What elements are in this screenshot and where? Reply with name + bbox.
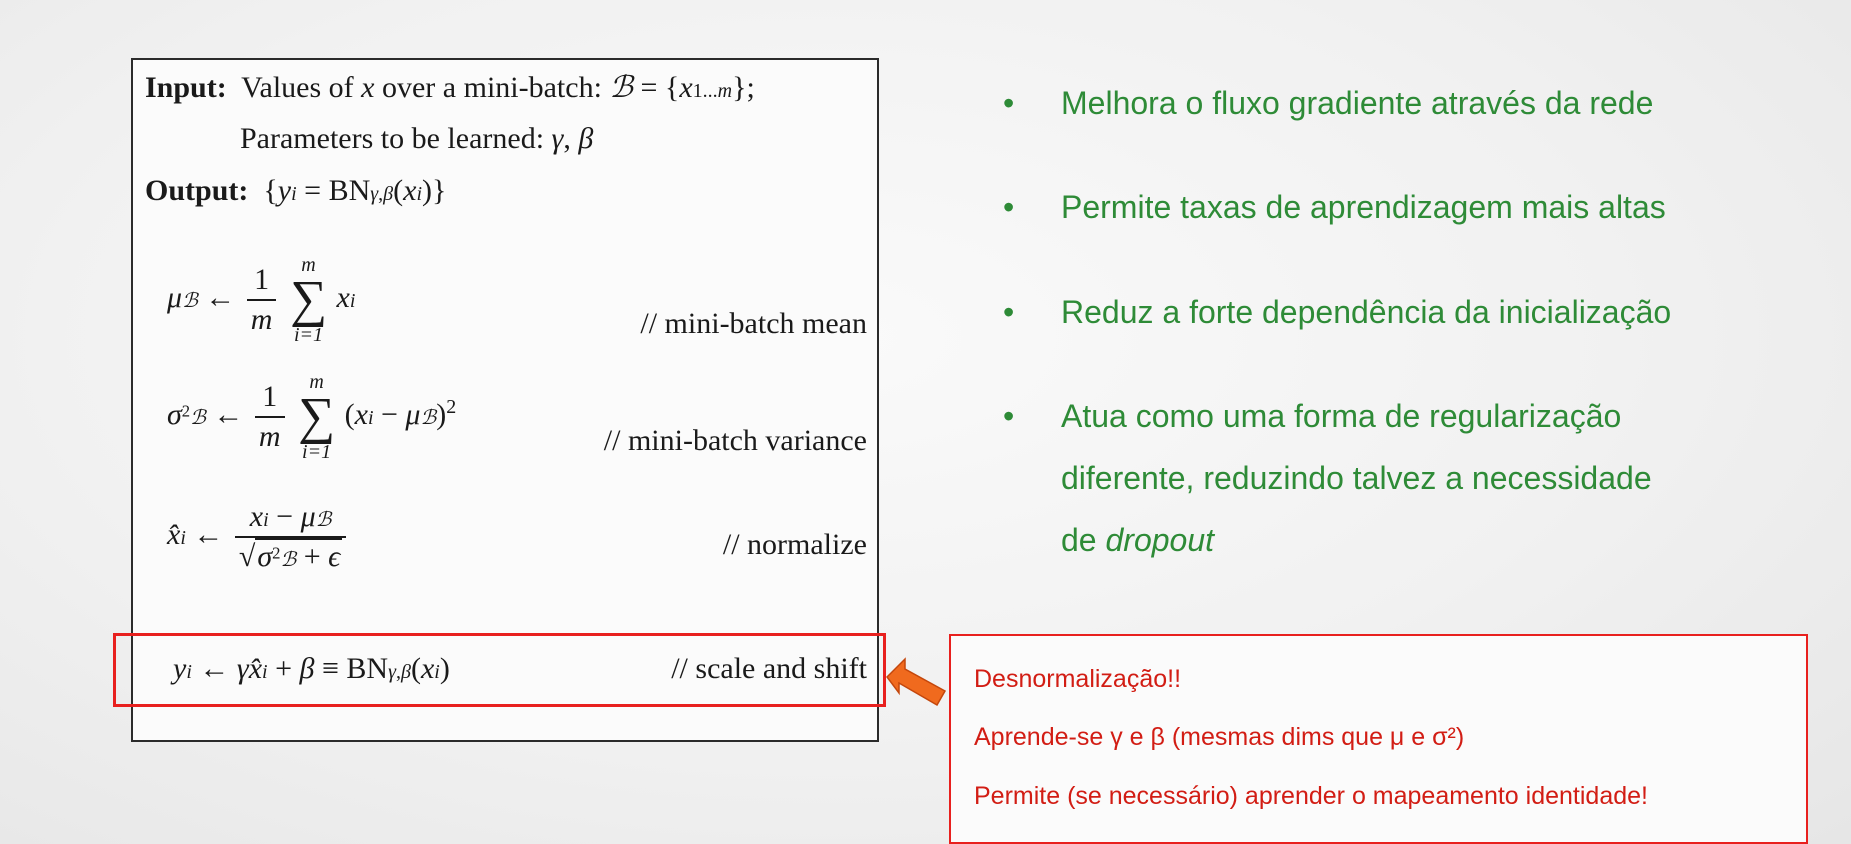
- pointer-arrow-icon: [883, 655, 953, 715]
- step-variance: [133, 372, 877, 472]
- bullet-dot-icon: •: [1003, 398, 1015, 434]
- output-line: Output: {yi = BNγ,β(xi)}: [145, 174, 447, 207]
- input-line: Input: Values of x over a mini-batch: ℬ = {x1...m};: [145, 70, 755, 105]
- note-identity-mapping: Permite (se necessário) aprender o mapeamento identidade!: [974, 782, 1648, 810]
- variance-equation: $\sigma^2ℬ$ ← $\frac{1}{m}$ m ∑ i=1 (xi − μℬ)$^2$: [167, 371, 457, 463]
- mean-equation: μℬ ← $\frac{1}{m}$ m ∑ i=1 xi: [167, 254, 356, 346]
- step-normalize: [133, 500, 877, 600]
- scale-shift-equation: yi ← γx̂i + β ≡ BNγ,β(xi): [173, 652, 450, 685]
- bullet-dot-icon: •: [1003, 294, 1015, 330]
- normalize-equation: x̂i ← $\frac{\text{xi − μℬ}}{√\sigma^2ℬ + \epsilon}$: [167, 500, 350, 574]
- step-mean: [133, 255, 877, 355]
- dropout-word: dropout: [1105, 522, 1215, 558]
- note-learn-params: Aprende-se γ e β (mesmas dims que μ e σ²): [974, 723, 1465, 751]
- bullet-dot-icon: •: [1003, 189, 1015, 225]
- scale-shift-comment: // scale and shift: [671, 652, 867, 685]
- denormalization-note: [949, 634, 1808, 844]
- scale-shift-highlight: [113, 633, 886, 707]
- mean-comment: // mini-batch mean: [640, 307, 867, 340]
- dropout-line: de dropout: [1061, 522, 1215, 558]
- bullet-dot-icon: •: [1003, 85, 1015, 121]
- variance-comment: // mini-batch variance: [603, 424, 867, 457]
- note-title: Desnormalização!!: [974, 665, 1182, 693]
- params-line: Parameters to be learned: γ, β: [240, 122, 594, 155]
- normalize-comment: // normalize: [722, 528, 867, 561]
